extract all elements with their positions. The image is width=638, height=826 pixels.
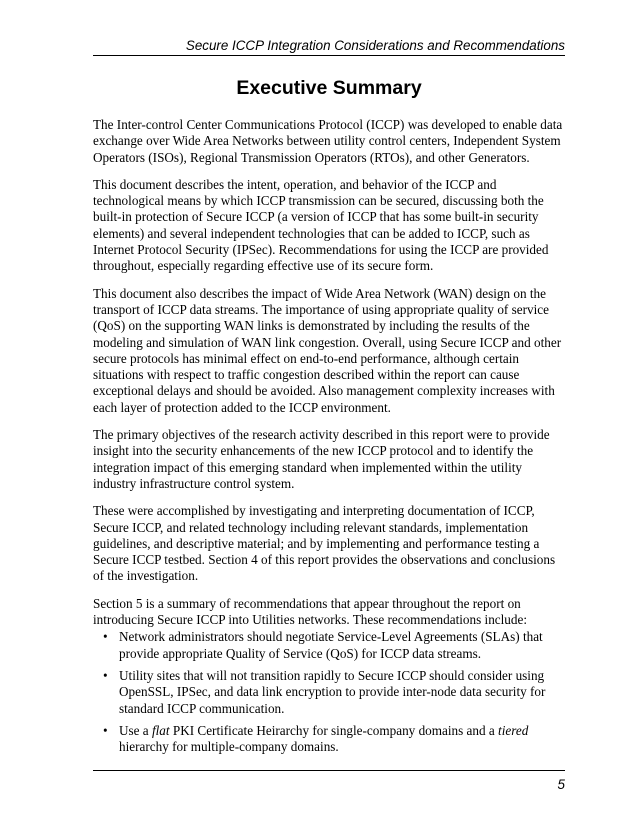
paragraph-recommendations: Section 5 is a summary of recommendations that appear throughout the report on introducing Secure ICCP into Utilities networks. These recommendations include:: [93, 595, 528, 628]
list-item: [93, 723, 565, 756]
emphasis-tiered: tiered: [498, 722, 529, 738]
list-item-text: [119, 723, 528, 754]
list-item-text: Utility sites that will not transition rapidly to Secure ICCP should consider using OpenSSL, IPSec, and data link encryption to provide inter-node data security for standard ICCP communication.: [119, 667, 546, 716]
bullet-marker: •: [103, 629, 108, 645]
list-text-middle: PKI Certificate Heirarchy for single-company domains and a: [169, 722, 499, 738]
body-text: [93, 117, 565, 761]
paragraph-methods: These were accomplished by investigating and interpreting documentation of ICCP, Secure ICCP, and related technology including relevant standards, implementation guidelines, and descriptive material; and by implementing and performance testing a Secure ICCP testbed. Section 4 of this report provides the observations and conclusions of the investigation.: [93, 503, 556, 584]
page-number: 5: [557, 777, 565, 792]
running-header: Secure ICCP Integration Considerations and Recommendations: [185, 38, 565, 53]
bullet-marker: •: [103, 722, 108, 738]
emphasis-flat: flat: [151, 722, 170, 738]
recommendation-list: [93, 629, 565, 755]
list-item: [93, 668, 565, 717]
page-title: Executive Summary: [236, 77, 422, 99]
footer-rule: [93, 770, 565, 771]
list-item: [93, 629, 565, 662]
list-text-suffix: hierarchy for multiple-company domains.: [119, 739, 339, 755]
paragraph-objectives: The primary objectives of the research activity described in this report were to provide insight into the security enhancements of the new ICCP protocol and to identify the integration impact of this emerging standard when implemented within the utility industry infrastructure control system.: [93, 427, 550, 491]
bullet-marker: •: [103, 667, 108, 683]
list-item-text: Network administrators should negotiate Service-Level Agreements (SLAs) that provide appropriate Quality of Service (QoS) for ICCP data streams.: [119, 629, 543, 661]
paragraph-intro: The Inter-control Center Communications Protocol (ICCP) was developed to enable data exchange over Wide Area Networks between utility control centers, Independent System Operators (ISOs), Regional Transmission Operators (RTOs), and other Generators.: [93, 117, 563, 165]
list-text-prefix: Use a: [119, 722, 152, 738]
paragraph-purpose: This document describes the intent, operation, and behavior of the ICCP and technological means by which ICCP transmission can be secured, discussing both the built-in protection of Secure ICCP (a version of ICCP that has some built-in security elements) and several independent technologies that can be added to ICCP, such as Internet Protocol Security (IPSec). Recommendations for using the ICCP are provided throughout, especially regarding effective use of its secure form.: [93, 176, 549, 274]
paragraph-wan-impact: This document also describes the impact of Wide Area Network (WAN) design on the transport of ICCP data streams. The importance of using appropriate quality of service (QoS) on the supporting WAN links is demonstrated by including the results of the modeling and simulation of WAN link congestion. Overall, using Secure ICCP and other secure protocols has minimal effect on end-to-end performance, although certain situations with respect to traffic congestion described within the report can cause exceptional delays and should be avoided. Also management complexity increases with each layer of protection added to the ICCP environment.: [93, 285, 562, 415]
header-rule: [93, 55, 565, 56]
